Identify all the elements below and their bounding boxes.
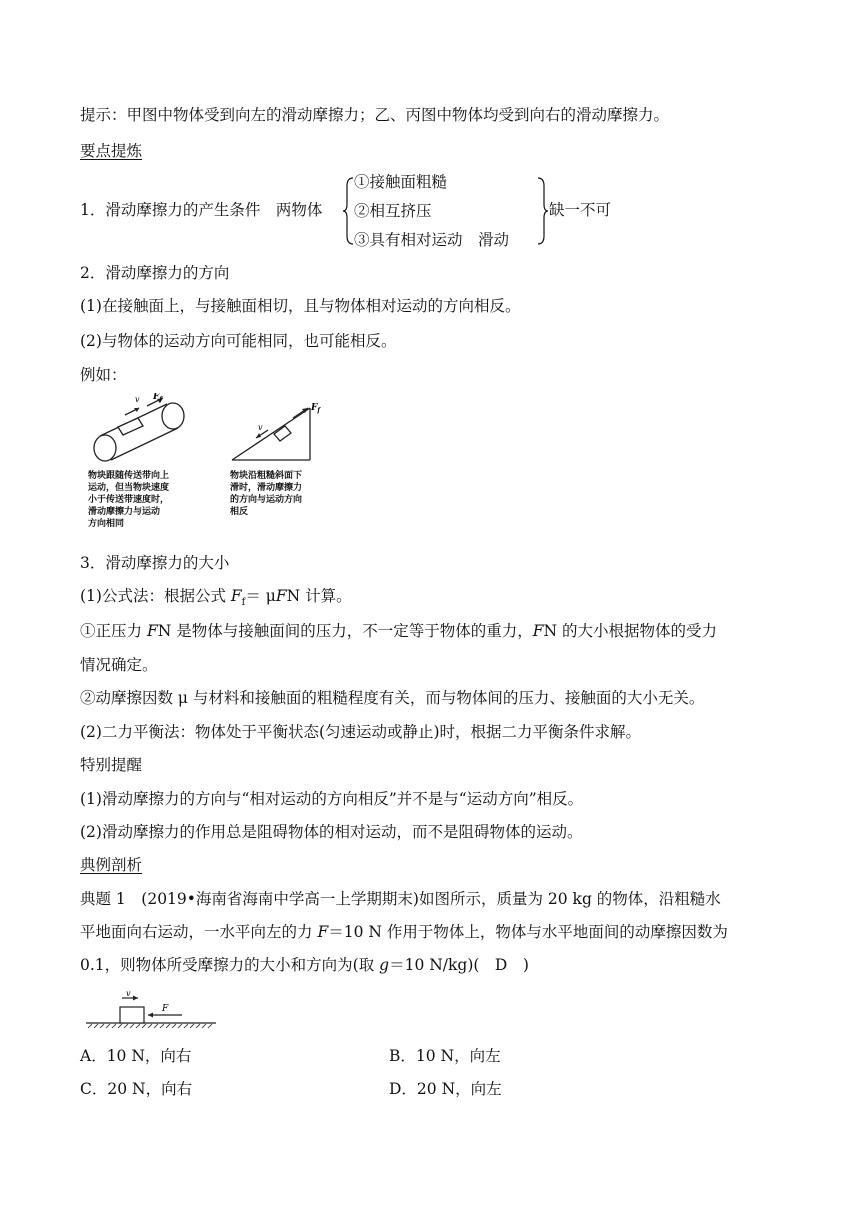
option-b: B．10 N，向左 xyxy=(389,1047,501,1065)
slope-caption: 物块沿粗糙斜面下 滑时，滑动摩擦力 的方向与运动方向 相反 xyxy=(230,471,303,517)
belt-f-label: $F_f$ xyxy=(153,393,162,403)
balance-line: (2)二力平衡法：物体处于平衡状态(匀速运动或静止)时，根据二力平衡条件求解。 xyxy=(80,723,642,741)
option-c: C．20 N，向右 xyxy=(80,1080,193,1098)
problem-f-label: F xyxy=(162,1004,169,1014)
special-heading: 特别提醒 xyxy=(80,756,143,774)
belt-v-label: v xyxy=(135,395,140,404)
condition-item-2: ②相互挤压 xyxy=(354,202,432,220)
condition-item-3: ③具有相对运动 滑动 xyxy=(354,231,510,249)
example-heading: 典例剖析 xyxy=(80,856,143,874)
condition-item-1: ①接触面粗糙 xyxy=(354,173,448,191)
incline-f-label: $F_f$ xyxy=(311,403,320,414)
problem-v-label: v xyxy=(126,990,131,998)
direction-point-2: (2)与物体的运动方向可能相同，也可能相反。 xyxy=(80,332,397,350)
condition-suffix: 缺一不可 xyxy=(549,201,612,219)
incline-figure xyxy=(228,400,328,466)
direction-point-1: (1)在接触面上，与接触面相切，且与物体相对运动的方向相反。 xyxy=(80,297,521,315)
example-label: 例如： xyxy=(80,366,127,384)
magnitude-title: 3．滑动摩擦力的大小 xyxy=(80,554,230,572)
option-d: D．20 N，向左 xyxy=(389,1080,502,1098)
conveyor-belt-figure xyxy=(85,393,195,465)
special-point-2: (2)滑动摩擦力的作用总是阻碍物体的相对运动，而不是阻碍物体的运动。 xyxy=(80,823,583,841)
right-brace xyxy=(536,176,548,246)
direction-title: 2．滑动摩擦力的方向 xyxy=(80,264,230,282)
incline-v-label: v xyxy=(258,423,263,432)
block-force-figure xyxy=(82,990,222,1032)
formula-line: (1)公式法：根据公式 $F_f= \mu FN$ 计算。 xyxy=(80,587,352,609)
hint-text: 提示：甲图中物体受到向左的滑动摩擦力；乙、丙图中物体均受到向右的滑动摩擦力。 xyxy=(80,106,670,124)
problem-line-2: 平地面向右运动，一水平向左的力 F＝10 N 作用于物体上，物体与水平地面间的动摩擦因数为 xyxy=(80,923,728,941)
special-point-1: (1)滑动摩擦力的方向与“相对运动的方向相反”并不是与“运动方向”相反。 xyxy=(80,790,584,808)
key-points-heading: 要点提炼 xyxy=(80,142,143,160)
coefficient-line: ②动摩擦因数 μ 与材料和接触面的粗糙程度有关，而与物体间的压力、接触面的大小无关。 xyxy=(80,689,705,707)
problem-line-1: 典题 1 (2019•海南省海南中学高一上学期期末)如图所示，质量为 20 kg 的物体，沿粗糙水 xyxy=(80,890,721,908)
problem-line-3: 0.1，则物体所受摩擦力的大小和方向为(取 g＝10 N/kg)( D ) xyxy=(80,956,529,974)
option-a: A．10 N，向右 xyxy=(80,1047,192,1065)
pressure-line-1: ①正压力 FN 是物体与接触面间的压力，不一定等于物体的重力，FN 的大小根据物体的受力 xyxy=(80,622,717,640)
pressure-line-2: 情况确定。 xyxy=(80,656,158,674)
belt-caption: 物块跟随传送带向上 运动，但当物块速度 小于传送带速度时， 滑动摩擦力与运动 方向相同 xyxy=(88,471,170,529)
condition-prefix: 1．滑动摩擦力的产生条件 两物体 xyxy=(80,201,323,219)
